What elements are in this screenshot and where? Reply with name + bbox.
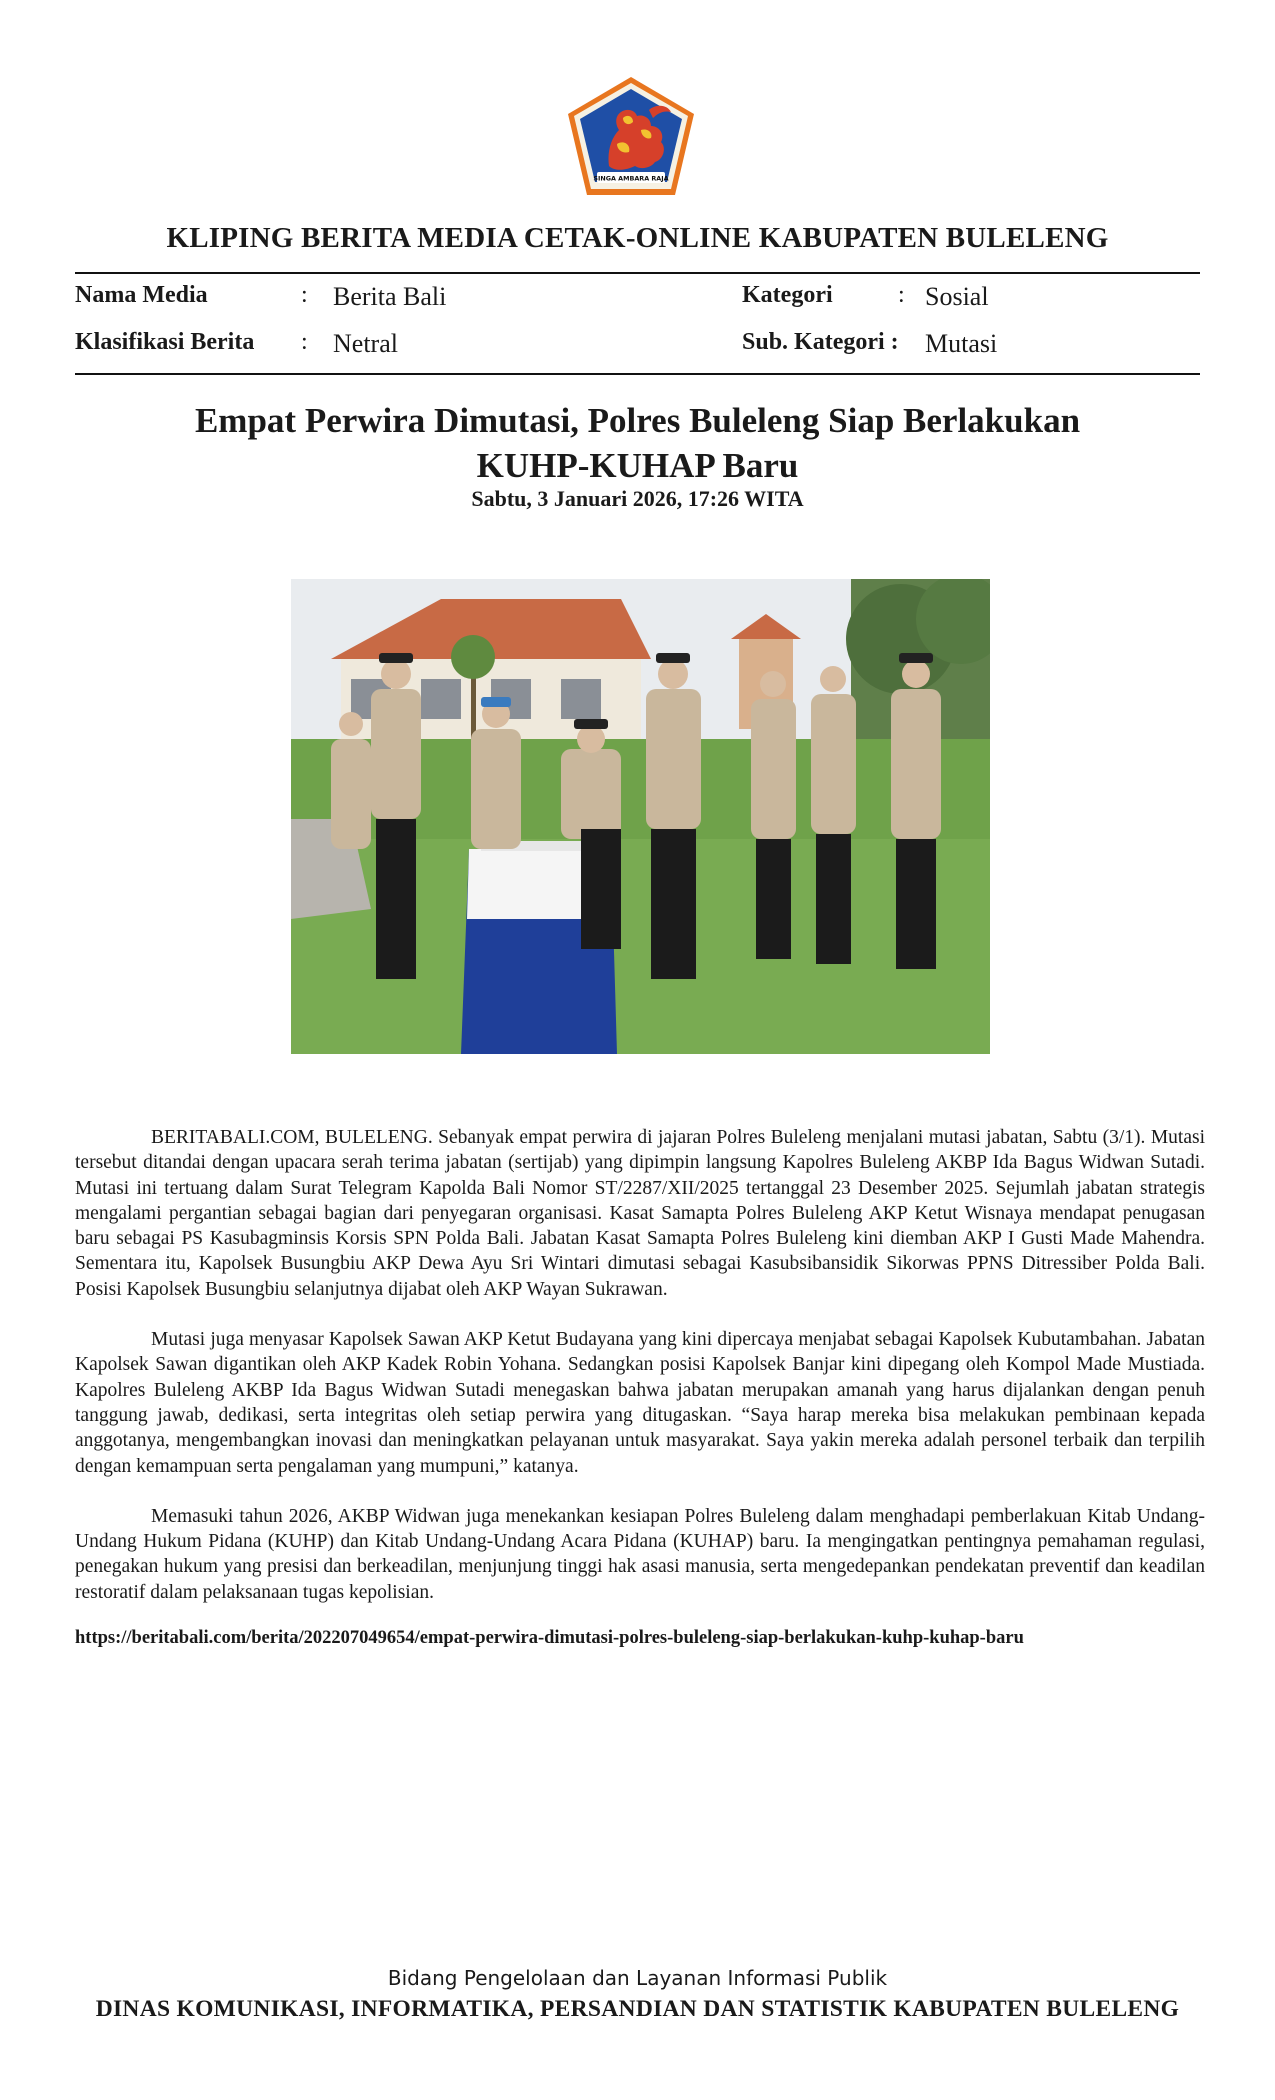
- classification-label: Klasifikasi Berita: [75, 329, 255, 355]
- subcategory-label: Sub. Kategori :: [742, 329, 899, 355]
- article-photo: [291, 579, 990, 1054]
- category-colon: :: [898, 282, 905, 308]
- logo-text: SINGA AMBARA RAJA: [593, 174, 669, 183]
- article-body: [75, 1125, 1205, 1630]
- article-title-line-1: Empat Perwira Dimutasi, Polres Buleleng Siap Berlakukan: [194, 401, 1081, 440]
- source-link[interactable]: https://beritabali.com/berita/202207049654/empat-perwira-dimutasi-polres-buleleng-siap-berlakukan-kuhp-kuhap-baru: [75, 1628, 1024, 1648]
- classification-colon: :: [301, 329, 308, 355]
- article-date: Sabtu, 3 Januari 2026, 17:26 WITA: [471, 486, 804, 511]
- article-paragraph-1: BERITABALI.COM, BULELENG. Sebanyak empat perwira di jajaran Polres Buleleng menjalani mutasi jabatan, Sabtu (3/1). Mutasi tersebut ditandai dengan upacara serah terima jabatan (sertijab) yang dipimpin langsung Kapolres Buleleng AKBP Ida Bagus Widwan Sutadi. Mutasi ini tertuang dalam Surat Telegram Kapolda Bali Nomor ST/2287/XII/2025 tertanggal 23 Desember 2025. Sejumlah jabatan strategis mengalami pergantian sebagai bagian dari penyegaran organisasi. Kasat Samapta Polres Buleleng AKP Ketut Wisnaya mendapat penugasan baru sebagai PS Kasubagminsis Korsis SPN Polda Bali. Jabatan Kasat Samapta Polres Buleleng kini diemban AKP I Gusti Made Mahendra. Sementara itu, Kapolsek Busungbiu AKP Dewa Ayu Sri Wintari dimutasi sebagai Kasubsibansidik Sikorwas PPNS Ditressiber Polda Bali. Posisi Kapolsek Busungbiu selanjutnya dijabat oleh AKP Wayan Sukrawan.: [75, 1127, 1205, 1300]
- article-paragraph-3: Memasuki tahun 2026, AKBP Widwan juga menekankan kesiapan Polres Buleleng dalam menghadapi pemberlakuan Kitab Undang-Undang Hukum Pidana (KUHP) dan Kitab Undang-Undang Acara Pidana (KUHAP) baru. Ia mengingatkan pentingnya pemahaman regulasi, penegakan hukum yang presisi dan berkeadilan, menjunjung tinggi hak asasi manusia, serta mengedepankan pendekatan preventif dan keadilan restoratif dalam pelaksanaan tugas kepolisian.: [75, 1505, 1205, 1603]
- footer-agency: DINAS KOMUNIKASI, INFORMATIKA, PERSANDIAN DAN STATISTIK KABUPATEN BULELENG: [95, 1996, 1180, 2022]
- classification-value: Netral: [333, 329, 398, 358]
- subcategory-value: Mutasi: [925, 329, 998, 358]
- police-emblem-logo: [563, 74, 699, 200]
- header-divider-bottom: [75, 373, 1200, 375]
- article-paragraph-2: Mutasi juga menyasar Kapolsek Sawan AKP Ketut Budayana yang kini dipercaya menjabat sebagai Kapolsek Kubutambahan. Jabatan Kapolsek Sawan digantikan oleh AKP Kadek Robin Yohana. Sedangkan posisi Kapolsek Banjar kini dipegang oleh Kompol Made Mustiada. Kapolres Buleleng AKBP Ida Bagus Widwan Sutadi menegaskan bahwa jabatan merupakan amanah yang harus dijalankan dengan penuh tanggung jawab, dedikasi, serta integritas oleh setiap perwira yang ditugaskan. “Saya harap mereka bisa melakukan pembinaan kepada anggotanya, mengembangkan inovasi dan meningkatkan pelayanan untuk masyarakat. Saya yakin mereka adalah personel terbaik dan terpilih dengan kemampuan serta pengalaman yang mumpuni,” katanya.: [75, 1329, 1205, 1477]
- kliping-header-title: KLIPING BERITA MEDIA CETAK-ONLINE KABUPATEN BULELENG: [166, 222, 1109, 254]
- media-value: Berita Bali: [333, 282, 447, 311]
- media-colon: :: [301, 282, 308, 308]
- category-value: Sosial: [925, 282, 989, 311]
- category-label: Kategori: [742, 282, 833, 308]
- footer-department: Bidang Pengelolaan dan Layanan Informasi Publik: [387, 1966, 888, 1990]
- media-label: Nama Media: [75, 282, 208, 308]
- article-title: [120, 398, 1155, 488]
- header-divider-top: [75, 272, 1200, 274]
- article-title-line-2: KUHP-KUHAP Baru: [476, 446, 799, 485]
